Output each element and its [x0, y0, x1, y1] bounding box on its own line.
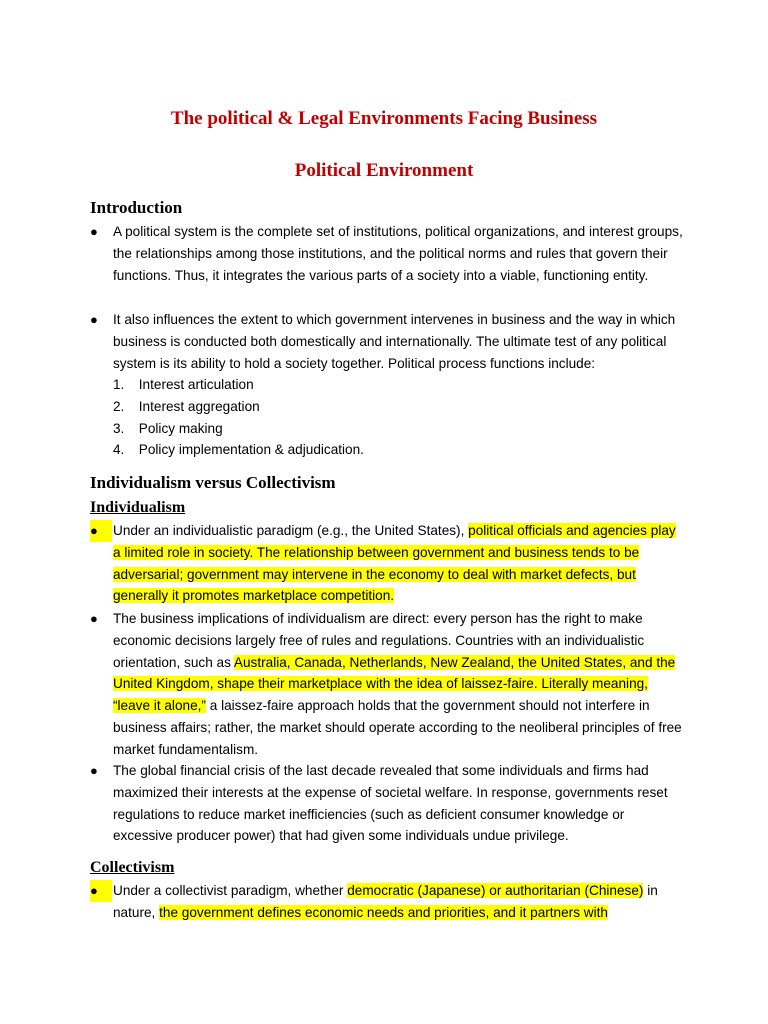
- numbered-item: 2. Interest aggregation: [113, 398, 260, 414]
- bullet-icon: ●: [90, 224, 98, 239]
- bullet-icon: ●: [90, 611, 98, 626]
- highlighted-text: Australia, Canada, Netherlands, New Zealand, the United States, and the United Kingdom, shape their marketplace with the idea of laissez-faire. Literally meaning, “leave it alone,”: [113, 654, 676, 714]
- numbered-item: 1. Interest articulation: [113, 377, 254, 392]
- collectivism-heading: Collectivism: [90, 859, 175, 876]
- bullet-text: A political system is the complete set of institutions, political organizations, and interest groups, the relationships among those institutions, and the political norms and rules that govern their functions. Thus, it integrates the various parts of a society into a viable, functioning entity.: [113, 224, 683, 283]
- numbered-item: 3. Policy making: [113, 420, 223, 436]
- bullet-text: It also influences the extent to which government intervenes in business and the way in which business is conducted both domestically and internationally. The ultimate test of any political system is its ability to hold a society together. Political process functions include:: [113, 312, 676, 371]
- bullet-text: The business implications of individualism are direct: every person has the right to make economic decisions largely free of rules and regulations. Countries with an individualistic orientation, such as Australia, Canada, Netherlands, New Zealand, the United States, and the United Kingdom, shape their marketplace with the idea of laissez-faire. Literally meaning, “leave it alone,” a laissez-faire approach holds that the government should not interfere in business affairs; rather, the market should operate according to the neoliberal principles of free market fundamentalism.: [113, 611, 682, 757]
- bullet-icon: ●: [90, 312, 98, 327]
- numbered-item: 4. Policy implementation & adjudication.: [113, 442, 364, 458]
- highlighted-text: the government defines economic needs and priorities, and it partners with: [159, 904, 608, 920]
- bullet-icon: ●: [90, 763, 98, 778]
- bullet-icon: ●: [90, 880, 112, 902]
- ivc-heading: Individualism versus Collectivism: [90, 473, 336, 492]
- bullet-text: The global financial crisis of the last decade revealed that some individuals and firms had maximized their interests at the expense of societal welfare. In response, governments reset regulations to reduce market inefficiencies (such as deficient consumer knowledge or excessive producer power) that had given some individuals undue privilege.: [113, 763, 668, 844]
- numbered-list: [113, 374, 673, 461]
- introduction-heading: Introduction: [90, 198, 183, 217]
- section-title: Political Environment: [294, 160, 474, 181]
- document-title: The political & Legal Environments Facing Business: [170, 108, 598, 129]
- bullet-icon: ●: [90, 520, 112, 542]
- individualism-heading: Individualism: [90, 499, 186, 516]
- highlighted-text: political officials and agencies play a limited role in society. The relationship between government and business tends to be adversarial; government may intervene in the economy to deal with market defects, but generally it promotes marketplace competition.: [113, 523, 676, 604]
- highlighted-text: democratic (Japanese) or authoritarian (Chinese): [347, 883, 644, 898]
- bullet-text: Under a collectivist paradigm, whether democratic (Japanese) or authoritarian (Chinese) in nature, the government defines economic needs and priorities, and it partners with: [113, 883, 658, 920]
- bullet-text: Under an individualistic paradigm (e.g., the United States), political officials and agencies play a limited role in society. The relationship between government and business tends to be adversarial; government may intervene in the economy to deal with market defects, but generally it promotes marketplace competition.: [113, 523, 676, 604]
